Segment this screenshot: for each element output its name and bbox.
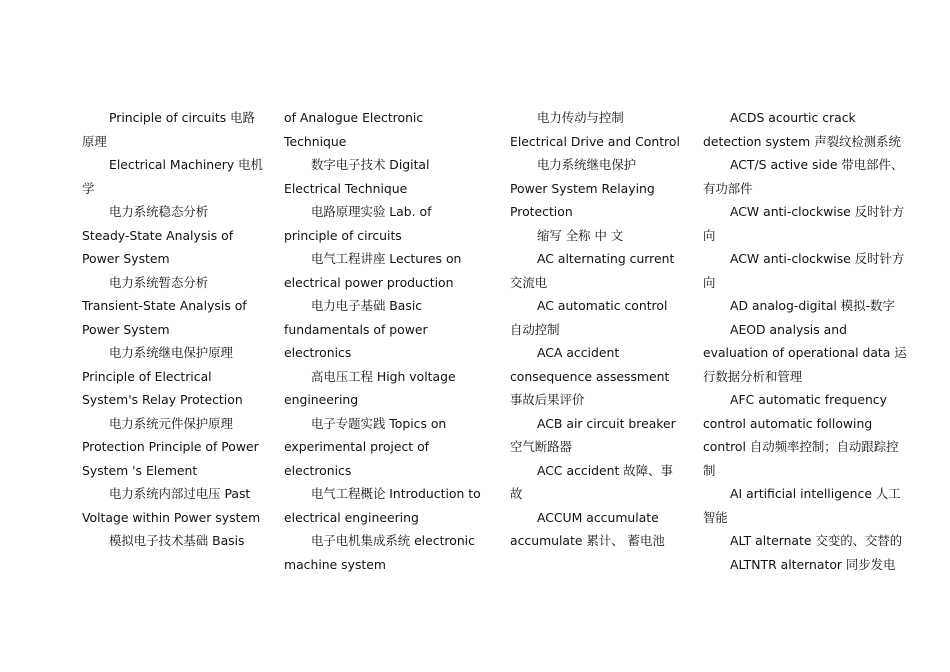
text-column-4 bbox=[703, 106, 909, 576]
text-line: Principle of Electrical System's Relay Protection bbox=[82, 368, 243, 407]
text-line: 电力电子基础 Basic fundamentals of power electronics bbox=[284, 298, 428, 360]
text-line: 电力系统暂态分析 bbox=[109, 274, 209, 290]
text-line: AI artificial intelligence 人工智能 bbox=[703, 486, 901, 525]
text-line: ACW anti-clockwise 反时针方向 bbox=[703, 251, 905, 290]
text-line: Electrical Drive and Control bbox=[510, 133, 680, 149]
text-line: 电气工程讲座 Lectures on electrical power production bbox=[284, 251, 462, 290]
text-line: ACC accident 故障、事故 bbox=[510, 462, 673, 501]
text-line: 电路原理实验 Lab. of principle of circuits bbox=[284, 204, 432, 243]
text-line: 电力系统继电保护原理 bbox=[109, 345, 233, 360]
text-line: 电力系统继电保护 bbox=[537, 157, 637, 172]
text-line: Steady-State Analysis of Power System bbox=[82, 227, 234, 266]
text-line: 电子专题实践 Topics on experimental project of electronics bbox=[284, 415, 447, 478]
text-line: ALT alternate 交变的、交替的 bbox=[730, 533, 903, 548]
text-line: Transient-State Analysis of Power System bbox=[82, 298, 247, 337]
text-line: 数字电子技术 Digital Electrical Technique bbox=[284, 157, 430, 196]
text-line: of Analogue Electronic Technique bbox=[284, 110, 424, 149]
text-line: ALTNTR alternator 同步发电 bbox=[730, 556, 896, 572]
text-line: ACDS acourtic crack detection system 声裂纹检测系统 bbox=[703, 110, 901, 149]
text-line: 电力系统稳态分析 bbox=[109, 204, 209, 219]
text-line: 电力传动与控制 bbox=[537, 110, 624, 125]
text-line: ACT/S active side 带电部件、有功部件 bbox=[703, 157, 904, 196]
text-line: 电力系统内部过电压 Past bbox=[109, 486, 251, 501]
text-line: 电子电机集成系统 electronic machine system bbox=[284, 533, 475, 572]
text-line: Electrical Machinery 电机学 bbox=[82, 157, 263, 196]
text-line: 高电压工程 High voltage engineering bbox=[284, 368, 456, 407]
text-line: AC automatic control 自动控制 bbox=[510, 298, 668, 337]
text-line: 缩写 全称 中 文 bbox=[537, 227, 624, 243]
text-column-2 bbox=[284, 106, 482, 576]
text-line: AEOD analysis and evaluation of operational data 运行数据分析和管理 bbox=[703, 321, 907, 384]
text-line: ACCUM accumulate accumulate 累计、 蓄电池 bbox=[510, 509, 665, 548]
text-line: AFC automatic frequency control automatic following control 自动频率控制；自动跟踪控制 bbox=[703, 392, 899, 478]
text-line: 电气工程概论 Introduction to electrical engineering bbox=[284, 486, 481, 525]
text-line: Power System Relaying Protection bbox=[510, 180, 655, 219]
text-column-3 bbox=[510, 106, 682, 553]
text-line: ACW anti-clockwise 反时针方向 bbox=[703, 204, 905, 243]
text-line: AD analog-digital 模拟-数字 bbox=[730, 298, 895, 313]
text-line: Principle of circuits 电路原理 bbox=[82, 110, 255, 149]
text-line: AC alternating current 交流电 bbox=[510, 251, 675, 290]
text-column-1 bbox=[82, 106, 264, 553]
text-line: Protection Principle of Power System 's Element bbox=[82, 439, 259, 478]
text-line: ACB air circuit breaker 空气断路器 bbox=[510, 415, 676, 454]
text-line: Voltage within Power system bbox=[82, 509, 261, 525]
text-line: ACA accident consequence assessment 事故后果评价 bbox=[510, 345, 670, 407]
text-line: 模拟电子技术基础 Basis bbox=[109, 533, 245, 548]
text-line: 电力系统元件保护原理 bbox=[109, 415, 233, 431]
